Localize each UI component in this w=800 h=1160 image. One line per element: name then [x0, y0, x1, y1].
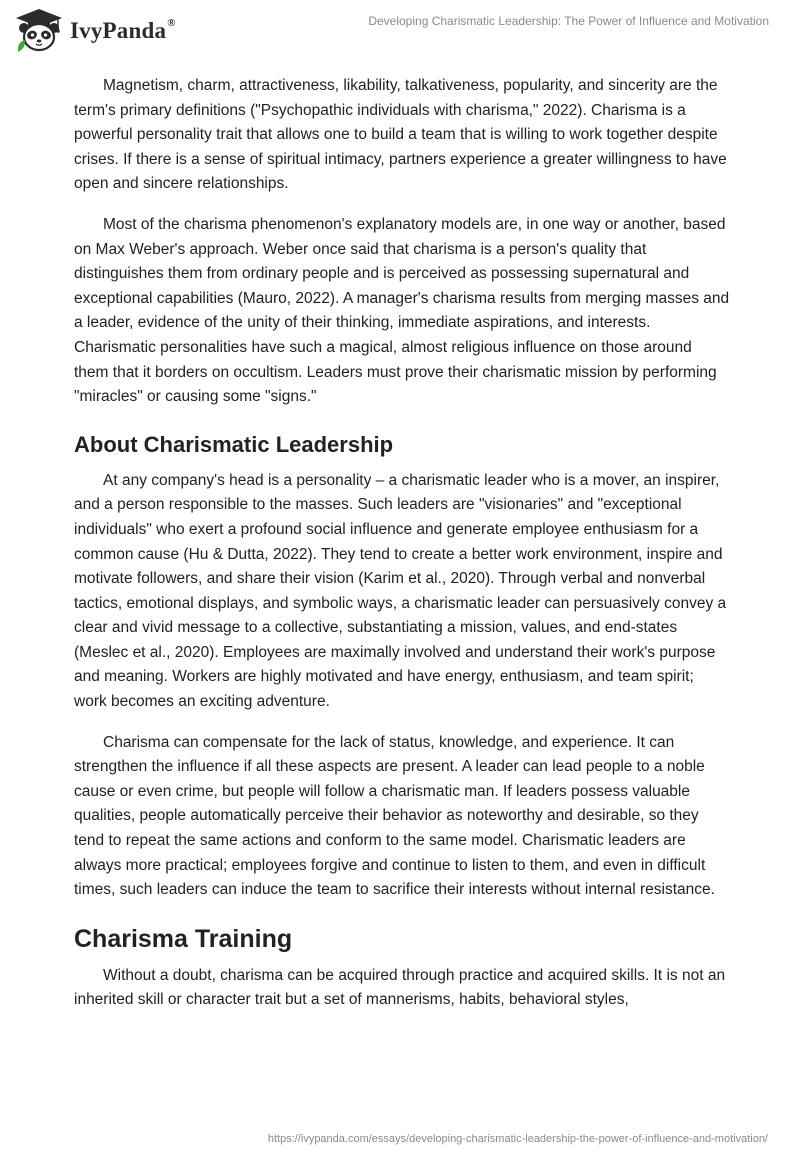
page-header — [0, 0, 800, 60]
paragraph-training-1: Without a doubt, charisma can be acquired through practice and acquired skills. It is not an inherited skill or character trait but a set of mannerisms, habits, behavioral styles, — [74, 966, 726, 1009]
heading-about-charismatic-leadership: About Charismatic Leadership — [74, 431, 394, 457]
paragraph-about-2: Charisma can compensate for the lack of status, knowledge, and experience. It can strengthen the influence if all these aspects are present. A leader can lead people to a noble cause or even crime, but people will follow a charismatic man. If leaders possess valuable qualities, people automatically perceive their behavior as noteworthy and desirable, so they tend to repeat the same actions and conform to the same model. Charismatic leaders are always more practical; employees forgive and continue to listen to them, and even in difficult times, such leaders can induce the team to sacrifice their interests without internal resistance. — [74, 733, 715, 899]
paragraph-intro-1: Magnetism, charm, attractiveness, likability, talkativeness, popularity, and sincerity are the term's primary definitions ("Psychopathic individuals with charisma," 2022). Charisma is a powerful personality trait that allows one to build a team that is willing to work together despite crises. If there is a sense of spiritual intimacy, partners experience a greater willingness to have open and sincere relationships. — [74, 77, 727, 193]
heading-charisma-training: Charisma Training — [74, 924, 293, 953]
document-title: Developing Charismatic Leadership: The Power of Influence and Motivation — [368, 14, 769, 28]
logo-wordmark: IvyPanda® — [70, 17, 176, 43]
paragraph-about-1: At any company's head is a personality – a charismatic leader who is a mover, an inspirer, and a person responsible to the masses. Such leaders are "visionaries" and "exceptional individuals" who exert a profound social influence and generate employee enthusiasm for a common cause (Hu & Dutta, 2022). They tend to create a better work environment, inspire and motivate followers, and share their vision (Karim et al., 2020). Through verbal and nonverbal tactics, emotional displays, and symbolic ways, a charismatic leader can persuasively convey a clear and vivid message to a collective, substantiating a mission, values, and end-states (Meslec et al., 2020). Employees are maximally involved and understand their work's purpose and meaning. Workers are highly motivated and have energy, enthusiasm, and team spirit; work becomes an exciting adventure. — [74, 471, 727, 711]
panda-graduate-icon — [14, 8, 64, 52]
ivypanda-logo[interactable] — [14, 8, 176, 52]
paragraph-intro-2: Most of the charisma phenomenon's explanatory models are, in one way or another, based on Max Weber's approach. Weber once said that charisma is a person's quality that distinguishes them from ordinary people and is perceived as possessing supernatural and exceptional capabilities (Mauro, 2022). A manager's charisma results from merging masses and a leader, evidence of the unity of their thinking, immediate aspirations, and interests. Charismatic personalities have such a magical, almost religious influence on those around them that it borders on occultism. Leaders must prove their charismatic mission by performing "miracles" or causing some "signs." — [74, 215, 730, 406]
essay-content — [74, 74, 730, 1029]
footer-source-url[interactable]: https://ivypanda.com/essays/developing-charismatic-leadership-the-power-of-influence-and-motivation/ — [267, 1133, 768, 1145]
